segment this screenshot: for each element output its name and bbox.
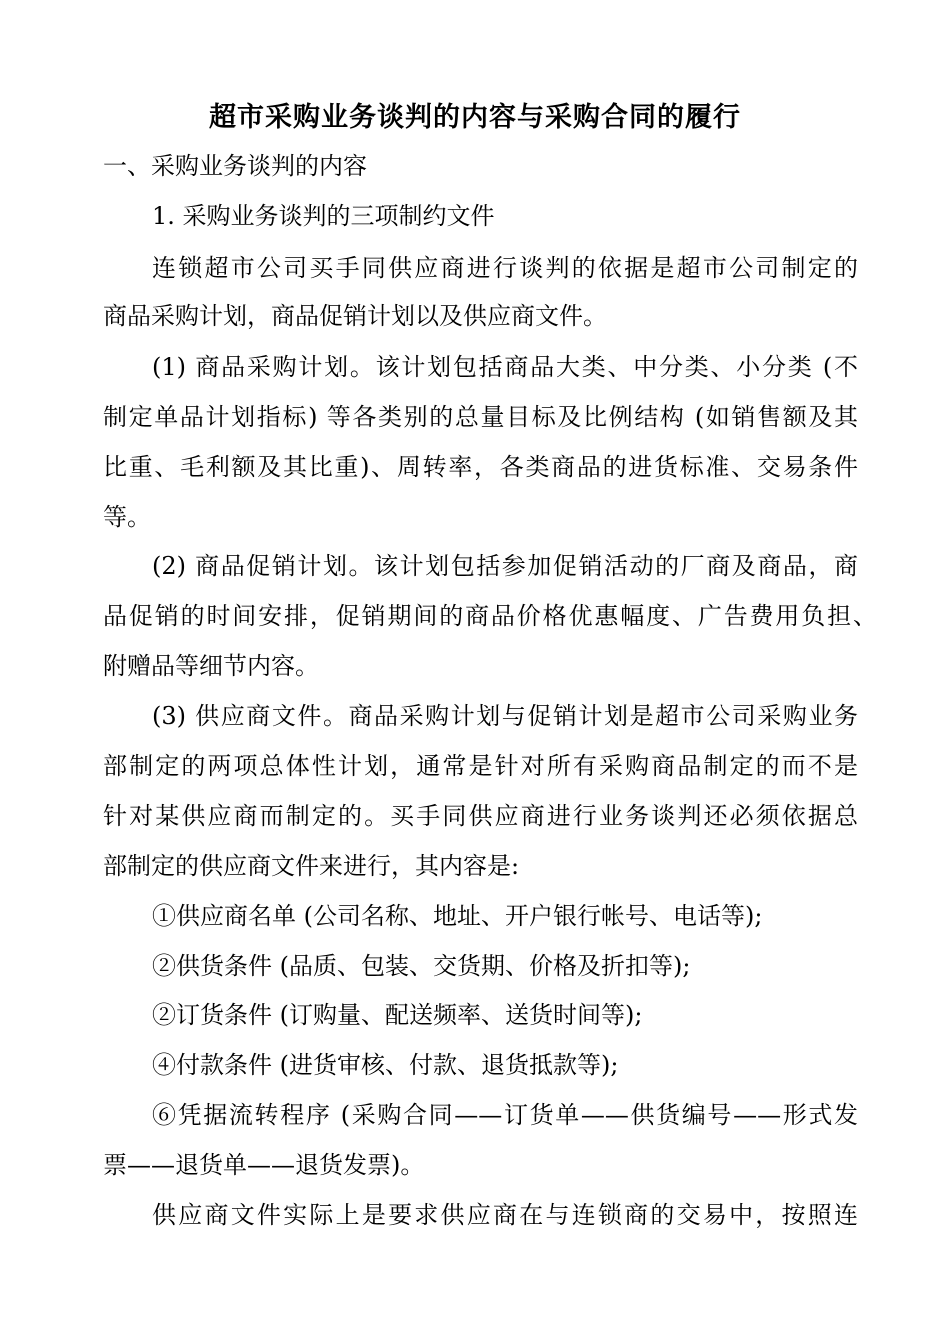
paragraph-line: 连锁超市公司买手同供应商进行谈判的依据是超市公司制定的 [152, 254, 858, 282]
list-item-continuation: 票——退货单——退货发票)。 [103, 1151, 425, 1179]
paragraph-line: 品促销的时间安排，促销期间的商品价格优惠幅度、广告费用负担、 [103, 602, 877, 630]
list-item: ②供货条件 (品质、包装、交货期、价格及折扣等); [152, 952, 691, 980]
paragraph-line: 附赠品等细节内容。 [103, 652, 319, 680]
paragraph-line: (3) 供应商文件。商品采购计划与促销计划是超市公司采购业务 [152, 702, 858, 730]
paragraph-line: 针对某供应商而制定的。买手同供应商进行业务谈判还必须依据总 [103, 802, 858, 830]
paragraph-line: 供应商文件实际上是要求供应商在与连锁商的交易中，按照连 [152, 1201, 858, 1229]
list-item: ④付款条件 (进货审核、付款、退货抵款等); [152, 1051, 619, 1079]
list-item: ②订货条件 (订购量、配送频率、送货时间等); [152, 1001, 643, 1029]
paragraph-line: (1) 商品采购计划。该计划包括商品大类、中分类、小分类 (不 [152, 353, 858, 381]
paragraph-line: 等。 [103, 503, 151, 531]
paragraph-line: 部制定的供应商文件来进行，其内容是: [103, 852, 520, 880]
document-title: 超市采购业务谈判的内容与采购合同的履行 [209, 102, 741, 133]
list-item: ①供应商名单 (公司名称、地址、开户银行帐号、电话等); [152, 902, 763, 930]
paragraph-line: 比重、毛利额及其比重)、周转率，各类商品的进货标准、交易条件 [103, 453, 858, 481]
list-item: ⑥凭据流转程序 (采购合同——订货单——供货编号——形式发 [152, 1101, 858, 1129]
paragraph-line: 制定单品计划指标) 等各类别的总量目标及比例结构 (如销售额及其 [103, 403, 858, 431]
paragraph-line: 部制定的两项总体性计划，通常是针对所有采购商品制定的而不是 [103, 752, 858, 780]
subsection-heading: 1. 采购业务谈判的三项制约文件 [152, 202, 495, 230]
section-heading: 一、采购业务谈判的内容 [103, 152, 367, 180]
paragraph-line: 商品采购计划，商品促销计划以及供应商文件。 [103, 302, 607, 330]
paragraph-line: (2) 商品促销计划。该计划包括参加促销活动的厂商及商品，商 [152, 552, 858, 580]
